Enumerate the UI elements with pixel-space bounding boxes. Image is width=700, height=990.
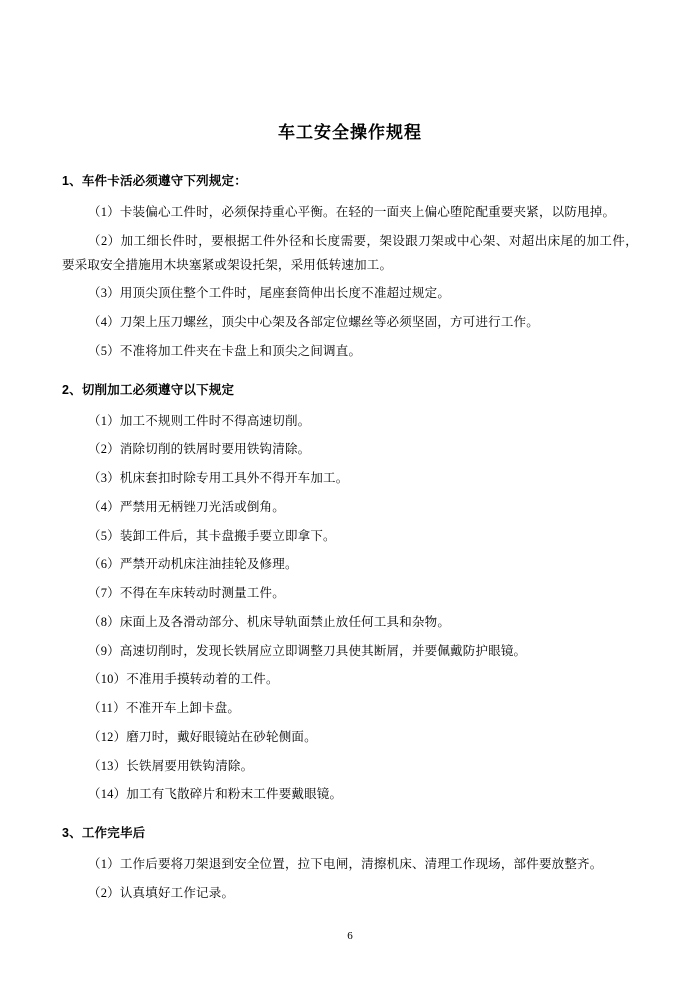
list-item: （14）加工有飞散碎片和粉末工件要戴眼镜。 — [88, 787, 343, 802]
section-3 — [62, 823, 638, 906]
list-item: （4）严禁用无柄锉刀光活或倒角。 — [88, 499, 285, 514]
section-heading: 3、工作完毕后 — [62, 826, 146, 840]
list-item: （10）不准用手摸转动着的工件。 — [88, 672, 279, 687]
list-item: （2）消除切削的铁屑时要用铁钩清除。 — [88, 442, 311, 457]
page-number: 6 — [347, 930, 353, 942]
list-item: （8）床面上及各滑动部分、机床导轨面禁止放任何工具和杂物。 — [88, 614, 451, 629]
section-heading: 2、切削加工必须遵守以下规定 — [62, 382, 235, 397]
list-item: （3）机床套扣时除专用工具外不得开车加工。 — [88, 471, 349, 485]
list-item: （3）用顶尖顶住整个工件时，尾座套筒伸出长度不准超过规定。 — [88, 286, 451, 301]
list-item: （12）磨刀时，戴好眼镜站在砂轮侧面。 — [88, 729, 317, 744]
list-item: （9）高速切削时，发现长铁屑应立即调整刀具使其断屑，并要佩戴防护眼镜。 — [88, 643, 527, 658]
list-item: （5）不准将加工件夹在卡盘上和顶尖之间调直。 — [88, 343, 362, 358]
list-item: （5）装卸工件后，其卡盘搬手要立即拿下。 — [88, 528, 336, 543]
section-1 — [62, 171, 638, 364]
list-item: （4）刀架上压刀螺丝，顶尖中心架及各部定位螺丝等必须坚固，方可进行工作。 — [88, 315, 539, 329]
list-item: （1）卡装偏心工件时，必须保持重心平衡。在轻的一面夹上偏心堕陀配重要夹紧，以防甩掉。 — [88, 205, 616, 219]
list-item: （2）加工细长件时，要根据工件外径和长度需要，架设跟刀架或中心架、对超出床尾的加工件，要采取安全措施用木块塞紧或架设托架，采用低转速加工。 — [62, 233, 638, 272]
list-item: （1）工作后要将刀架退到安全位置，拉下电闸，清擦机床、清理工作现场，部件要放整齐。 — [88, 857, 603, 871]
list-item: （1）加工不规则工件时不得高速切削。 — [88, 413, 311, 428]
list-item: （2）认真填好工作记录。 — [88, 885, 235, 900]
list-item: （6）严禁开动机床注油挂轮及修理。 — [88, 557, 298, 572]
list-item: （11）不准开车上卸卡盘。 — [88, 701, 241, 715]
list-item: （13）长铁屑要用铁钩清除。 — [88, 758, 254, 773]
section-heading: 1、车件卡活必须遵守下列规定： — [62, 174, 247, 188]
section-2 — [62, 380, 638, 808]
list-item: （7）不得在车床转动时测量工件。 — [88, 586, 285, 600]
page-title: 车工安全操作规程 — [278, 123, 422, 142]
